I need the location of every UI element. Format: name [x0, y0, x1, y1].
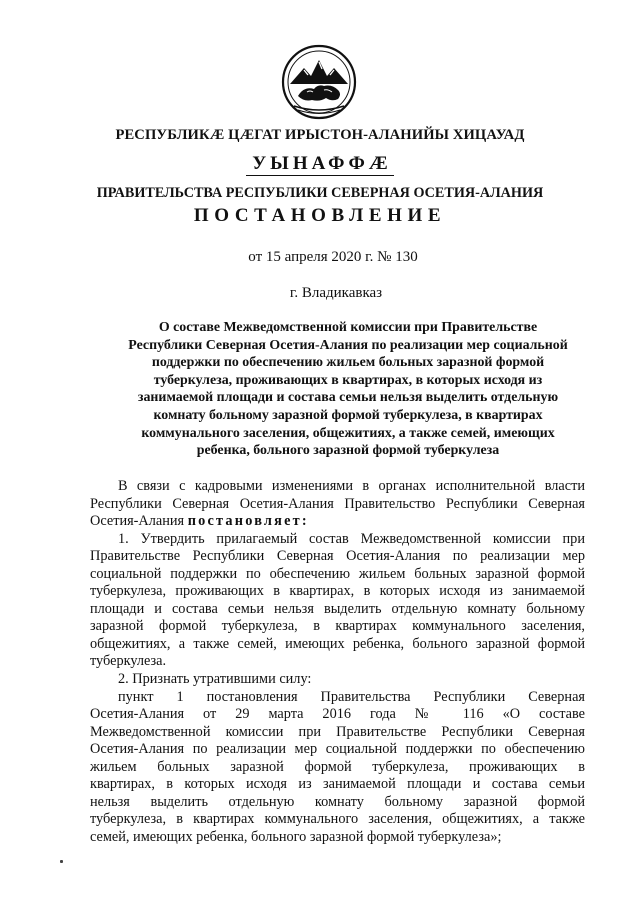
subitem-line: жильем больных заразной формой туберкулеза, проживающих в — [90, 758, 585, 775]
decree-title — [86, 319, 610, 460]
item1-line: социальной поддержки по обеспечению жильем больных заразной формой — [90, 565, 585, 582]
ossetian-decree-word: УЫНАФФӔ — [246, 154, 394, 176]
ossetian-government-heading: РЕСПУБЛИКӔ ЦӔГАТ ИРЫСТОН-АЛАНИЙЫ ХИЦАУАД — [115, 127, 525, 143]
decree-date-number: от 15 апреля 2020 г. № 130 — [248, 249, 418, 265]
item1-line: Правительстве Республики Северная Осетия-Алания по реализации мер — [90, 548, 585, 565]
subitem-line: Осетия-Алания от 29 марта 2016 года № 116 «О составе — [90, 706, 585, 723]
title-line: ребенка, больного заразной формой туберкулеза — [196, 443, 500, 459]
decree-body — [90, 478, 585, 846]
subitem-line: туберкулеза, в квартирах коммунального заселения, общежитиях, а также — [90, 811, 585, 828]
subitem-line: Межведомственной комиссии при Правительстве Республики Северная — [90, 723, 585, 740]
item1-line: туберкулеза, проживающих в квартирах, в которых исходя из занимаемой — [90, 583, 585, 600]
item1-line: заразной формой туберкулеза, в квартирах коммунального заселения, — [90, 618, 585, 635]
title-line: Республики Северная Осетия-Алания по реализации мер социальной — [128, 337, 568, 353]
item1-line: 1. Утвердить прилагаемый состав Межведомственной комиссии при — [118, 530, 585, 547]
russian-government-heading: ПРАВИТЕЛЬСТВА РЕСПУБЛИКИ СЕВЕРНАЯ ОСЕТИЯ-АЛАНИЯ — [96, 185, 544, 201]
title-line: комнату больному заразной формой туберкулеза, в квартирах — [153, 407, 543, 423]
title-line: О составе Межведомственной комиссии при Правительстве — [158, 320, 538, 335]
item2-line: 2. Признать утратившими силу: — [118, 671, 312, 688]
title-line: поддержки по обеспечению жильем больных заразной формой — [151, 355, 545, 371]
decree-city: г. Владикавказ — [289, 285, 383, 301]
subitem-line: нельзя выделить отдельную комнату больному заразной формой — [90, 793, 585, 810]
item1-line: площади и состава семьи нельзя выделить отдельную комнату больному — [90, 600, 585, 617]
title-line: туберкулеза, проживающих в квартирах, в которых исходя из — [153, 372, 543, 388]
preamble-last-line — [90, 513, 585, 531]
coat-of-arms-emblem — [280, 44, 358, 120]
preamble-prefix: Осетия-Алания — [90, 513, 188, 530]
decree-keyword: постановляет: — [187, 513, 309, 530]
subitem-line: Осетия-Алания по реализации мер социальной поддержки по обеспечению — [90, 741, 585, 758]
title-line: занимаемой площади и состава семьи нельзя выделить отдельную — [137, 390, 559, 406]
item1-line: общежитиях, а также семей, имеющих ребенка, больного заразной формой — [90, 635, 585, 652]
preamble-line: Республики Северная Осетия-Алания Правительство Республики Северная — [90, 495, 585, 512]
scan-speck — [60, 860, 63, 863]
subitem-line: квартирах, в которых исходя из занимаемой площади и состава семьи — [90, 776, 585, 793]
subitem-line: семей, имеющих ребенка, больного заразной формой туберкулеза»; — [90, 828, 502, 845]
subitem-line: пункт 1 постановления Правительства Республики Северная — [118, 688, 585, 705]
preamble-line: В связи с кадровыми изменениями в органах исполнительной власти — [118, 478, 585, 494]
item1-line: туберкулеза. — [90, 653, 167, 670]
ossetian-decree-heading — [0, 153, 640, 176]
title-line: коммунального заселения, общежитиях, а также семей, имеющих — [141, 425, 555, 441]
russian-decree-heading: ПОСТАНОВЛЕНИЕ — [193, 205, 447, 226]
